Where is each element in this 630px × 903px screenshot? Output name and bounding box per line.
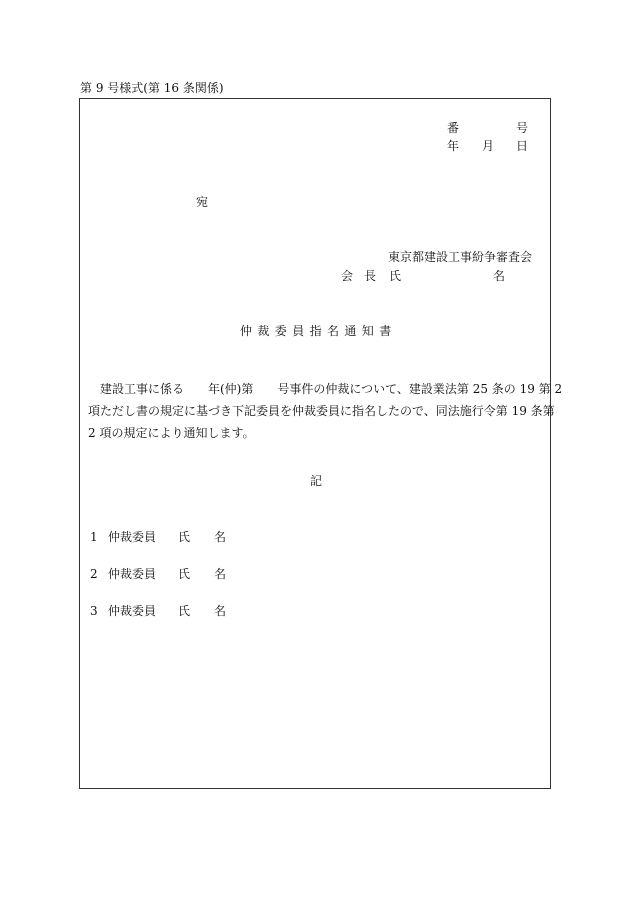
date-month-label: 月 [482, 139, 495, 153]
item-shi: 氏 [178, 604, 191, 618]
item-mei: 名 [214, 530, 227, 544]
body-line-1: 建設工事に係る 年(仲)第 号事件の仲裁について、建設業法第 25 条の 19 第 2 [100, 382, 563, 396]
item-role: 仲裁委員 [108, 567, 157, 581]
addressee-suffix: 宛 [196, 195, 209, 209]
item-shi: 氏 [178, 530, 191, 544]
item-shi: 氏 [178, 567, 191, 581]
item-number: 1 [90, 530, 98, 544]
body-line-3: 2 項の規定により通知します。 [88, 426, 255, 440]
body-paragraph [88, 378, 563, 444]
item-number: 3 [90, 604, 98, 618]
issuer-organization: 東京都建設工事紛争審査会 [388, 250, 533, 264]
date-year-label: 年 [447, 139, 460, 153]
item-mei: 名 [214, 567, 227, 581]
date-day-label: 日 [516, 139, 529, 153]
item-number: 2 [90, 567, 98, 581]
item-role: 仲裁委員 [108, 604, 157, 618]
number-label-go: 号 [516, 121, 529, 135]
item-role: 仲裁委員 [108, 530, 157, 544]
issuer-shi: 氏 [389, 269, 402, 283]
issuer-title-cho: 長 [364, 269, 377, 283]
issuer-mei: 名 [493, 269, 506, 283]
document-title: 仲裁委員指名通知書 [240, 324, 397, 338]
form-label: 第 9 号様式(第 16 条関係) [80, 81, 224, 95]
number-label-ban: 番 [447, 121, 460, 135]
ki-heading: 記 [310, 474, 323, 488]
body-line-2: 項ただし書の規定に基づき下記委員を仲裁委員に指名したので、同法施行令第 19 条第 [88, 404, 555, 418]
item-mei: 名 [214, 604, 227, 618]
issuer-title-kai: 会 [341, 269, 354, 283]
